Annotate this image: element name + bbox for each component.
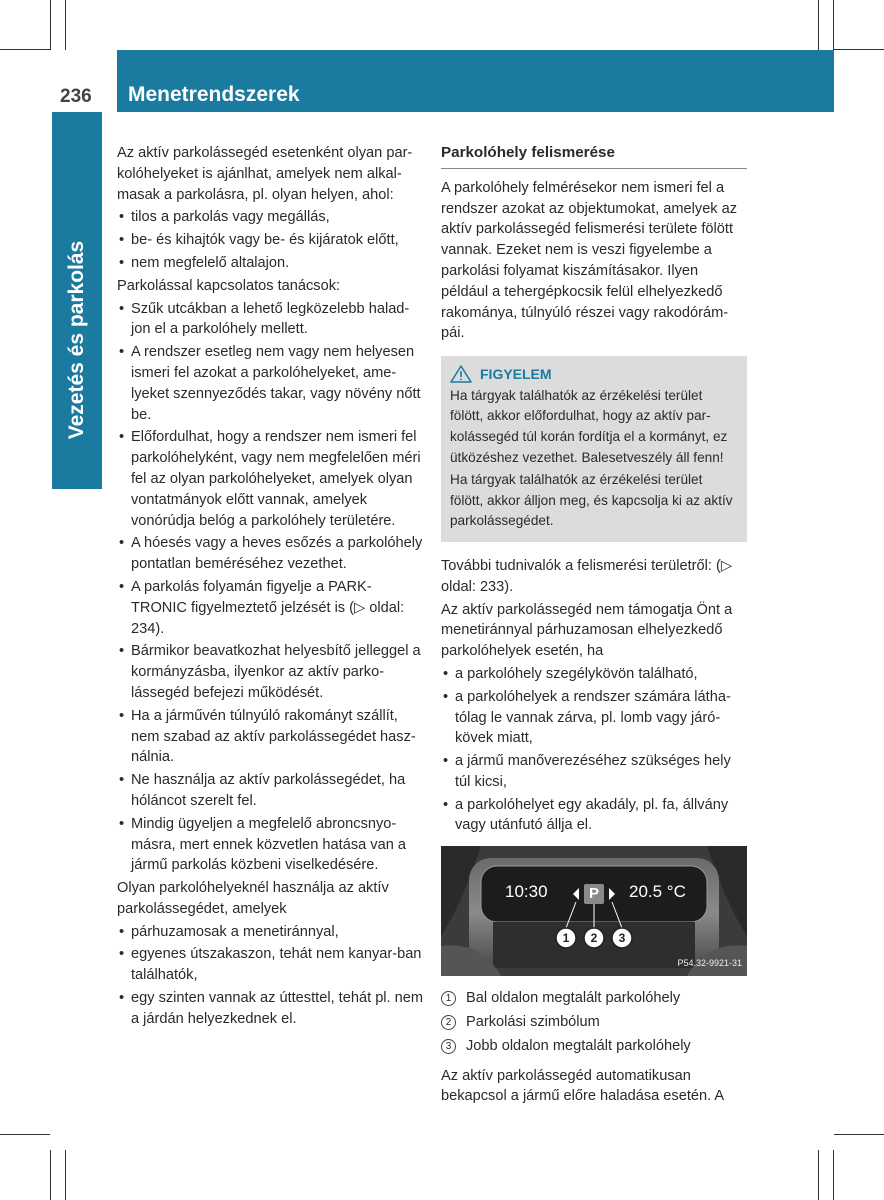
legend-text: Jobb oldalon megtalált parkolóhely <box>466 1037 691 1054</box>
list-item: • a parkolóhely szegélykövön található, <box>441 664 747 685</box>
list-item: • A parkolás folyamán figyelje a PARK-TRONIC figyelmeztető jelzését is (▷ oldal: 234). <box>117 577 424 639</box>
use-heading: Olyan parkolóhelyeknél használja az aktív parkolássegédet, amelyek <box>117 880 389 917</box>
legend-number: 3 <box>441 1039 456 1054</box>
crop-mark <box>65 1150 66 1200</box>
list-item: • Bármikor beavatkozhat helyesbítő jelleggel a kormányzásba, ilyenkor az aktív parko-lássegéd befejezi működését. <box>117 641 424 703</box>
clock-display: 10:30 <box>505 882 548 902</box>
side-tab-label: Vezetés és parkolás <box>65 240 88 440</box>
list-item: • a parkolóhelyet egy akadály, pl. fa, állvány vagy utánfutó állja el. <box>441 795 747 837</box>
list-item: • A hóesés vagy a heves esőzés a parkolóhely pontatlan beméréséhez vezethet. <box>117 533 424 575</box>
list-item: • be- és kihajtók vagy be- és kijáratok előtt, <box>117 230 424 251</box>
bullet-list <box>441 664 747 836</box>
list-item: • nem megfelelő altalajon. <box>117 253 424 274</box>
warning-header <box>450 364 737 385</box>
figure-id: P54.32-9921-31 <box>677 958 742 969</box>
crop-mark <box>834 49 884 50</box>
crop-mark <box>50 0 51 50</box>
crop-mark <box>50 1150 51 1200</box>
page-number: 236 <box>60 86 92 107</box>
left-column <box>117 143 424 1032</box>
instrument-display-figure <box>441 846 747 976</box>
chapter-title: Menetrendszerek <box>128 83 300 106</box>
list-item: • egy szinten vannak az úttesttel, tehát pl. nem a járdán helyezkednek el. <box>117 988 424 1030</box>
list-item: • a jármű manőverezéséhez szükséges hely túl kicsi, <box>441 751 747 793</box>
crop-mark <box>818 0 819 50</box>
list-item: • Előfordulhat, hogy a rendszer nem ismeri fel parkolóhelyként, vagy nem megfelelően méri fel az olyan parkolóhelyeket, amelyek olyan vontatmányok előtt vannak, amelyek vonórúdja belóg a parkolóhely területére. <box>117 427 424 531</box>
warning-triangle-icon <box>450 365 472 383</box>
legend-item <box>441 1012 747 1033</box>
warning-box <box>441 356 747 542</box>
list-item: • Szűk utcákban a lehető legközelebb halad-jon el a parkolóhely mellett. <box>117 299 424 341</box>
paragraph: A parkolóhely felmérésekor nem ismeri fel a rendszer azokat az objektumokat, amelyek az aktív parkolássegéd felismerési területe fölött vannak. Ezeket nem is veszi figyelembe a parkolási folyamat kiszámításakor. Ilyen például a tehergépkocsik felül elhelyezkedő rakománya, túlnyúló részei vagy rakodórám-pái. <box>441 179 738 342</box>
crop-mark <box>65 0 66 50</box>
callout-3: 3 <box>618 931 626 946</box>
list-item: • Mindig ügyeljen a megfelelő abroncsnyo-másra, mert ennek közvetlen hatása van a jármű parkolás közbeni viselkedésére. <box>117 814 424 876</box>
warning-text: Ha tárgyak találhatók az érzékelési terület fölött, akkor álljon meg, és kapcsolja ki az aktív parkolássegédet. <box>450 472 733 529</box>
intro-paragraph: Az aktív parkolássegéd esetenként olyan par-kolóhelyeket is ajánlhat, amelyek nem alkal-masak a parkolásra, pl. olyan helyen, ahol: <box>117 145 413 203</box>
paragraph: Az aktív parkolássegéd nem támogatja Önt a menetiránnyal párhuzamosan elhelyezkedő parkolóhelyek esetén, ha <box>441 601 733 660</box>
legend-text: Parkolási szimbólum <box>466 1014 600 1031</box>
crop-mark <box>0 49 50 50</box>
callout-1: 1 <box>562 931 570 946</box>
list-item: • párhuzamosak a menetiránnyal, <box>117 922 424 943</box>
header-divider <box>116 50 117 112</box>
warning-text: Ha tárgyak találhatók az érzékelési terület fölött, akkor előfordulhat, hogy az aktív par-kolássegéd túl korán fordítja el a kormányt, ez ütközéshez vezethet. Balesetveszély áll fenn! <box>450 387 728 465</box>
callout-2: 2 <box>590 931 598 946</box>
paragraph: Az aktív parkolássegéd automatikusan bekapcsol a jármű előre haladása esetén. A <box>441 1067 725 1105</box>
park-symbol: P <box>588 885 599 903</box>
temperature-display: 20.5 °C <box>629 882 686 902</box>
warning-title: FIGYELEM <box>480 366 552 383</box>
intro-bullet-list <box>117 207 424 273</box>
list-item: • tilos a parkolás vagy megállás, <box>117 207 424 228</box>
list-item: • egyenes útszakaszon, tehát nem kanyar-ban találhatók, <box>117 944 424 986</box>
section-title: Parkolóhely felismerése <box>441 143 747 169</box>
crop-mark <box>818 1150 819 1200</box>
crop-mark <box>834 1134 884 1135</box>
crop-mark <box>833 0 834 50</box>
use-bullet-list <box>117 922 424 1030</box>
tips-heading: Parkolással kapcsolatos tanácsok: <box>117 277 341 294</box>
crop-mark <box>0 1134 50 1135</box>
right-column <box>441 143 747 1109</box>
legend-item <box>441 1036 747 1057</box>
tips-bullet-list <box>117 299 424 877</box>
list-item: • A rendszer esetleg nem vagy nem helyesen ismeri fel azokat a parkolóhelyeket, ame-lyeket szennyeződés takar, vagy növény nőtt be. <box>117 342 424 425</box>
legend-number: 1 <box>441 991 456 1006</box>
legend-item <box>441 988 747 1009</box>
legend-number: 2 <box>441 1015 456 1030</box>
list-item: • a parkolóhelyek a rendszer számára látha-tólag le vannak zárva, pl. lomb vagy járó-kövek miatt, <box>441 687 747 749</box>
list-item: • Ha a járművén túlnyúló rakományt szállít, nem szabad az aktív parkolássegédet hasz-nálnia. <box>117 706 424 768</box>
crop-mark <box>833 1150 834 1200</box>
list-item: • Ne használja az aktív parkolássegédet, ha hóláncot szerelt fel. <box>117 770 424 812</box>
paragraph: További tudnivalók a felismerési területről: (▷ oldal: 233). <box>441 557 733 595</box>
legend-text: Bal oldalon megtalált parkolóhely <box>466 990 681 1007</box>
